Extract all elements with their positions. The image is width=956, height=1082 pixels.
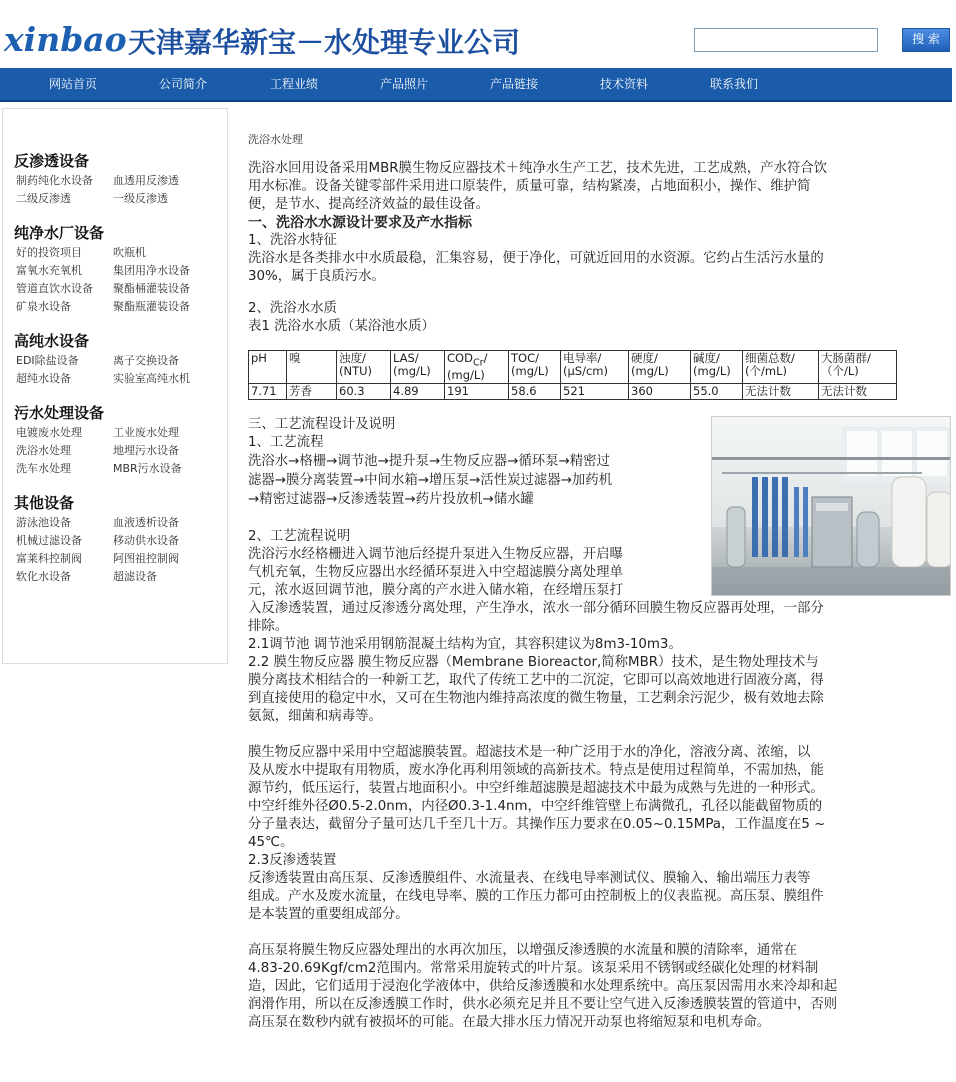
table-caption: 表1 洗浴水水质（某浴池水质）: [248, 319, 435, 334]
water-quality-table: [248, 350, 897, 400]
paragraph-line: 入反渗透装置，通过反渗透分离处理，产生净水，浓水一部分循环回膜生物反应器再处理，一部分: [248, 601, 824, 616]
table-cell: 无法计数: [743, 384, 819, 400]
sidebar-link[interactable]: 机械过滤设备: [16, 534, 82, 547]
paragraph-line: 氨氮，细菌和病毒等。: [248, 709, 382, 724]
header: [0, 0, 956, 68]
sidebar-link[interactable]: 游泳池设备: [16, 516, 71, 529]
paragraph-line: 源节约，低压运行，装置占地面积小。中空纤维超滤膜是超滤技术中最为成熟与先进的一种形式。: [248, 781, 824, 796]
sidebar-link[interactable]: 实验室高纯水机: [113, 372, 190, 385]
table-cell: 芳香: [287, 384, 337, 400]
nav-about[interactable]: 公司简介: [159, 77, 208, 91]
paragraph-line: 膜生物反应器中采用中空超滤膜装置。超滤技术是一种广泛用于水的净化，溶液分离、浓缩，以: [248, 745, 811, 760]
paragraph-line: 是本装置的重要组成部分。: [248, 907, 409, 922]
sidebar-link[interactable]: 血透用反渗透: [113, 174, 179, 187]
sidebar-link[interactable]: MBR污水设备: [113, 462, 182, 475]
paragraph-line: 30%，属于良质污水。: [248, 269, 385, 284]
table-cell: 360: [629, 384, 691, 400]
sidebar-link[interactable]: 制药纯化水设备: [16, 174, 93, 187]
sidebar-link[interactable]: 矿泉水设备: [16, 300, 71, 313]
sidebar-link[interactable]: 管道直饮水设备: [16, 282, 93, 295]
sidebar-link[interactable]: 血液透析设备: [113, 516, 179, 529]
paragraph-line: 分子量表达，截留分子量可达几千至几十万。其操作压力要求在0.05~0.15MPa，工作温度在5 ~: [248, 817, 826, 832]
table-cell: 60.3: [337, 384, 391, 400]
table-header-cell: 嗅: [287, 351, 337, 384]
table-header-row: [249, 351, 897, 384]
sidebar-link[interactable]: 工业废水处理: [113, 426, 179, 439]
nav-contact[interactable]: 联系我们: [710, 77, 759, 91]
sidebar-link[interactable]: EDI除盐设备: [16, 354, 79, 367]
sidebar-link[interactable]: 吹瓶机: [113, 246, 146, 259]
table-header-cell: 电导率/ (μS/cm): [561, 351, 629, 384]
paragraph-line: 4.83-20.69Kgf/cm2范围内。常常采用旋转式的叶片泵。该泵采用不锈钢或经碳化处理的材料制: [248, 961, 819, 976]
sidebar-link[interactable]: 一级反渗透: [113, 192, 168, 205]
table-cell: 521: [561, 384, 629, 400]
nav-links[interactable]: 产品链接: [490, 77, 539, 91]
nav-tech[interactable]: 技术资料: [600, 77, 649, 91]
category-title[interactable]: 高纯水设备: [14, 332, 90, 350]
table-header-cell: $COD_{Cr}/$ (mg/L): [445, 351, 509, 384]
paragraph-line: 元，浓水返回调节池，膜分离的产水进入储水箱，在经增压泵打: [248, 583, 623, 598]
category-title[interactable]: 纯净水厂设备: [14, 224, 105, 242]
paragraph-line: 造，因此，它们适用于浸泡化学液体中，供给反渗透膜和水处理系统中。高压泵因需用水来冷却和起: [248, 979, 838, 994]
logo-english: xinbao: [4, 20, 127, 59]
sidebar-link[interactable]: 洗车水处理: [16, 462, 71, 475]
category-title[interactable]: 其他设备: [14, 494, 75, 512]
paragraph-line: 2.2 膜生物反应器 膜生物反应器（Membrane Bioreactor,简称MBR）技术，是生物处理技术与: [248, 655, 819, 670]
table-cell: 55.0: [691, 384, 743, 400]
paragraph-line: 组成。产水及废水流量，在线电导率、膜的工作压力都可由控制板上的仪表监视。高压泵、膜组件: [248, 889, 824, 904]
category-title[interactable]: 反渗透设备: [14, 152, 90, 170]
nav-projects[interactable]: 工程业绩: [270, 77, 319, 91]
sidebar-link[interactable]: 电镀废水处理: [16, 426, 82, 439]
table-header-cell: 细菌总数/ (个/mL): [743, 351, 819, 384]
paragraph-line: 润滑作用，所以在反渗透膜工作时，供水必须充足并且不要让空气进入反渗透膜装置的管道中，否则: [248, 997, 838, 1012]
sidebar-link[interactable]: 富莱科控制阀: [16, 552, 82, 565]
table-cell: 58.6: [509, 384, 561, 400]
nav-home[interactable]: 网站首页: [49, 77, 98, 91]
paragraph-line: 及从废水中提取有用物质，废水净化再利用领域的高新技术。特点是使用过程简单，不需加热，能: [248, 763, 824, 778]
paragraph-line: 洗浴水→格栅→调节池→提升泵→生物反应器→循环泵→精密过: [248, 454, 610, 469]
search-input[interactable]: [694, 28, 878, 52]
equipment-photo: [711, 416, 951, 596]
table-cell: 191: [445, 384, 509, 400]
sidebar-link[interactable]: 聚酯瓶灌装设备: [113, 300, 190, 313]
sidebar-link[interactable]: 富氧水充氧机: [16, 264, 82, 277]
sidebar-link[interactable]: 聚酯桶灌装设备: [113, 282, 190, 295]
sidebar-link[interactable]: 超滤设备: [113, 570, 157, 583]
table-header-cell: pH: [249, 351, 287, 384]
paragraph-line: 中空纤维外径Ø0.5-2.0nm，内径Ø0.3-1.4nm，中空纤维管壁上布满微孔，孔径以能截留物质的: [248, 799, 823, 814]
paragraph-line: 1、洗浴水特征: [248, 233, 337, 248]
table-header-cell: TOC/ (mg/L): [509, 351, 561, 384]
paragraph-line: 便，是节水、提高经济效益的最佳设备。: [248, 197, 490, 212]
table-cell: 无法计数: [819, 384, 897, 400]
nav-photos[interactable]: 产品照片: [380, 77, 429, 91]
paragraph-line: 气机充氧，生物反应器出水经循环泵进入中空超滤膜分离处理单: [248, 565, 623, 580]
section-heading: 一、洗浴水水源设计要求及产水指标: [248, 215, 472, 231]
paragraph-line: 洗浴水是各类排水中水质最稳，汇集容易，便于净化，可就近回用的水资源。它约占生活污水量的: [248, 251, 824, 266]
paragraph-line: 2.3反渗透装置: [248, 853, 337, 868]
paragraph-line: 45℃。: [248, 835, 294, 850]
paragraph-line: 2、工艺流程说明: [248, 529, 351, 544]
paragraph-line: 到直接使用的稳定中水，又可在生物池内维持高浓度的微生物量，工艺剩余污泥少，极有效地去除: [248, 691, 824, 706]
paragraph-line: 高压泵将膜生物反应器处理出的水再次加压，以增强反渗透膜的水流量和膜的清除率，通常在: [248, 943, 798, 958]
paragraph-line: 膜分离技术相结合的一种新工艺，取代了传统工艺中的二沉淀，它即可以高效地进行固液分离，得: [248, 673, 824, 688]
table-cell: 7.71: [249, 384, 287, 400]
paragraph-line: 滤器→膜分离装置→中间水箱→增压泵→活性炭过滤器→加药机: [248, 473, 613, 488]
table-header-cell: 大肠菌群/ （个/L): [819, 351, 897, 384]
table-header-cell: 碱度/ (mg/L): [691, 351, 743, 384]
paragraph-line: 2.1调节池 调节池采用钢筋混凝土结构为宜，其容积建议为8m3-10m3。: [248, 637, 682, 652]
table-header-cell: LAS/ (mg/L): [391, 351, 445, 384]
main-nav: [0, 68, 952, 102]
paragraph-line: 洗浴污水经格栅进入调节池后经提升泵进入生物反应器，开启曝: [248, 547, 623, 562]
sidebar-link[interactable]: 洗浴水处理: [16, 444, 71, 457]
paragraph-line: →精密过滤器→反渗透装置→药片投放机→储水罐: [248, 492, 534, 507]
table-header-cell: 硬度/ (mg/L): [629, 351, 691, 384]
table-cell: 4.89: [391, 384, 445, 400]
sidebar-link[interactable]: 离子交换设备: [113, 354, 179, 367]
paragraph-line: 用水标准。设备关键零部件采用进口原装件，质量可靠，结构紧凑，占地面积小，操作、维护简: [248, 179, 811, 194]
paragraph-line: 1、工艺流程: [248, 435, 324, 450]
table-header-cell: 浊度/ (NTU): [337, 351, 391, 384]
sidebar-link[interactable]: 阿图祖控制阀: [113, 552, 179, 565]
sidebar-link[interactable]: 好的投资项目: [16, 246, 82, 259]
sidebar-link[interactable]: 地埋污水设备: [113, 444, 179, 457]
breadcrumb: 洗浴水处理: [248, 133, 303, 146]
section-heading: 三、工艺流程设计及说明: [248, 417, 396, 432]
paragraph-line: 洗浴水回用设备采用MBR膜生物反应器技术＋纯净水生产工艺，技术先进，工艺成熟，产水符合饮: [248, 161, 828, 176]
water-treatment-equipment-icon: [712, 417, 951, 596]
sidebar-link[interactable]: 超纯水设备: [16, 372, 71, 385]
sidebar-link[interactable]: 集团用净水设备: [113, 264, 190, 277]
sidebar-link[interactable]: 软化水设备: [16, 570, 71, 583]
sidebar-link[interactable]: 二级反渗透: [16, 192, 71, 205]
paragraph-line: 高压泵在数秒内就有被损坏的可能。在最大排水压力情况开动泵也将缩短泵和电机寿命。: [248, 1015, 771, 1030]
sidebar-link[interactable]: 移动供水设备: [113, 534, 179, 547]
category-title[interactable]: 污水处理设备: [14, 404, 105, 422]
paragraph-line: 排除。: [248, 619, 289, 634]
paragraph-line: 2、洗浴水水质: [248, 301, 337, 316]
table-row: [249, 384, 897, 400]
search-button[interactable]: 搜 索: [902, 28, 950, 52]
paragraph-line: 反渗透装置由高压泵、反渗透膜组件、水流量表、在线电导率测试仪、膜输入、输出端压力表等: [248, 871, 811, 886]
logo-chinese: 天津嘉华新宝－水处理专业公司: [128, 26, 521, 59]
